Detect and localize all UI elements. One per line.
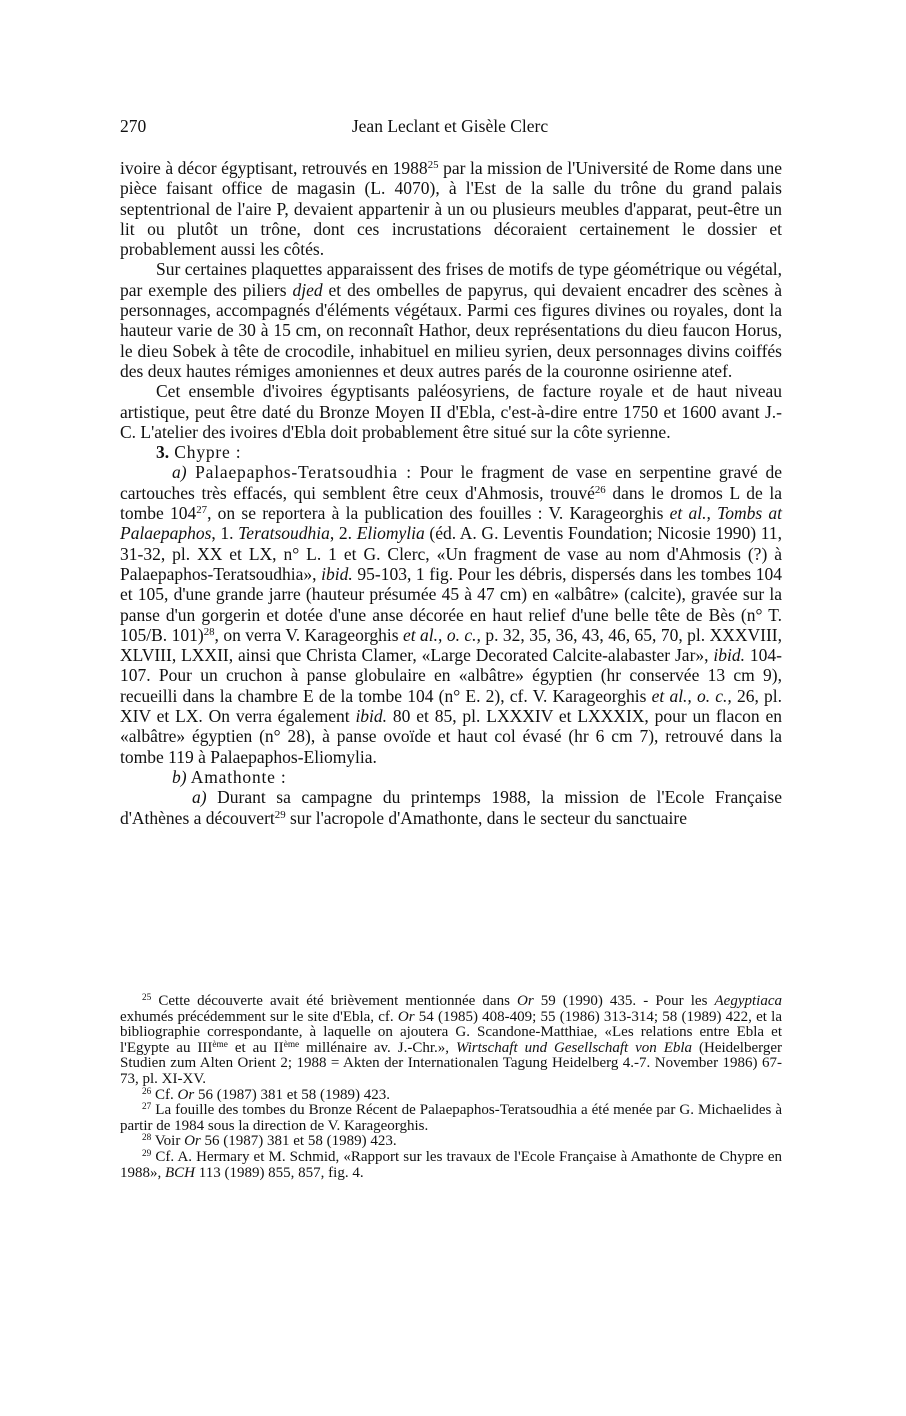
section-heading-chypre: 3. Chypre : [156,442,242,463]
running-title: Jean Leclant et Gisèle Clerc [351,116,549,136]
footnote-29: $^{29}$ Cf. A. Hermary et M. Schmid, «Rapport sur les travaux de l'Ecole Française à Amathonte de Chypre en 1988», BCH 113 (1989) 855, 857, fig. 4. [120,1148,782,1181]
paragraph-plaques: Sur certaines plaquettes apparaissent des frises de motifs de type géométrique ou végétal, par exemple des piliers djed et des ombelles de papyrus, qui devaient encadrer des scènes à personnages, accompagnés d'éléments végétaux. Parmi ces figures divines ou royales, dont la hauteur varie de 30 à 15 cm, on reconnaît Hathor, deux représentations du dieu faucon Horus, le dieu Sobek à tête de crocodile, inhabituel en milieu syrien, deux personnages divins coiffés des deux hautes rémiges amoniennes et deux autres parés de la couronne osirienne atef. [120,259,782,381]
footnote-28: $^{28}$ Voir Or 56 (1987) 381 et 58 (1989) 423. [142,1133,397,1150]
footnote-26: $^{26}$ Cf. Or 56 (1987) 381 et 58 (1989) 423. [142,1086,391,1103]
footnotes [120,994,782,1181]
subsection-heading-amathonte: b) Amathonte : [172,766,287,787]
page-header [120,116,780,138]
paragraph-amathonte: a) Durant sa campagne du printemps 1988, la mission de l'Ecole Française d'Athènes a découvert$^{29}$ sur l'acropole d'Amathonte, dans le secteur du sanctuaire [120,787,782,828]
footnote-25: $^{25}$ Cette découverte avait été brièvement mentionnée dans Or 59 (1990) 435. - Pour les Aegyptiaca exhumés précédemment sur le site d'Ebla, cf. Or 54 (1985) 408-409; 55 (1986) 313-314; 58 (1989) 422, et la bibliographie correspondante, à laquelle on ajoutera G. Scandone-Matthiae, «Les relations entre Ebla et l'Egypte au IIIème et au IIème millénaire av. J.-Chr.», Wirtschaft und Gesellschaft von Ebla (Heidelberger Studien zum Alten Orient 2; 1988 = Akten der Internationalen Tagung Heidelberg 4.-7. November 1986) 67-73, pl. XI-XV. [120,992,783,1087]
paragraph-ensemble: Cet ensemble d'ivoires égyptisants paléosyriens, de facture royale et de haut niveau artistique, peut être daté du Bronze Moyen II d'Ebla, c'est-à-dire entre 1750 et 1600 avant J.-C. L'atelier des ivoires d'Ebla doit probablement être situé sur la côte syrienne. [120,381,782,442]
paragraph-ivory: ivoire à décor égyptisant, retrouvés en 1988$^{25}$ par la mission de l'Université de Rome dans une pièce faisant office de magasin (L. 4070), à l'Est de la salle du trône du grand palais septentrional de l'aire P, devaient appartenir à un ou plusieurs meubles d'apparat, peut-être un lit ou plutôt un trône, dont ces incrustations décoraient certainement le dossier et probablement aussi les côtés. [120,158,782,260]
paragraph-palaepaphos: a) Palaepaphos-Teratsoudhia : Pour le fragment de vase en serpentine gravé de cartouches très effacés, qui semblent être ceux d'Ahmosis, trouvé$^{26}$ dans le dromos L de la tombe $104^{27}$, on se reportera à la publication des fouilles : V. Karageorghis et al., Tombs at Palaepaphos, 1. Teratsoudhia, 2. Eliomylia (éd. A. G. Leventis Foundation; Nicosie 1990) 11, 31-32, pl. XX et LX, n° L. 1 et G. Clerc, «Un fragment de vase au nom d'Ahmosis (?) à Palaepaphos-Teratsoudhia», ibid. 95-103, 1 fig. Pour les débris, dispersés dans les tombes 104 et 105, d'une grande jarre (hauteur présumée 45 à 47 cm) en «albâtre» (calcite), gravée sur la panse d'un gorgerin et dotée d'une anse décorée en haut relief d'une belle tête de Bès (n° T. 105/B. 101)$^{28}$, on verra V. Karageorghis et al., o. c., p. 32, 35, 36, 43, 46, 65, 70, pl. XXXVIII, XLVIII, LXXII, ainsi que Christa Clamer, «Large Decorated Calcite-alabaster Jar», ibid. 104-107. Pour un cruchon à panse globulaire en «albâtre» égyptien (hr conservée 13 cm 9), recueilli dans la chambre E de la tombe 104 (n° E. 2), cf. V. Karageorghis et al., o. c., 26, pl. XIV et LX. On verra également ibid. 80 et 85, pl. LXXXIV et LXXXIX, pour un flacon en «albâtre» égyptien (n° 28), à panse ovoïde et haut col évasé (hr 6 cm 7), retrouvé dans la tombe 119 à Palaepaphos-Eliomylia. [120,462,783,767]
footnote-ref-25: 25 [427,159,439,172]
page-number: 270 [120,116,147,136]
footnote-ref-27: 27 [196,504,208,517]
footnote-27: $^{27}$ La fouille des tombes du Bronze Récent de Palaepaphos-Teratsoudhia a été menée par G. Michaelides à partir de 1984 sous la direction de V. Karageorghis. [120,1102,782,1134]
footnote-ref-28: 28 [203,625,215,638]
footnote-ref-29: 29 [274,808,286,821]
footnote-ref-26: 26 [594,483,606,496]
main-text [120,158,782,828]
